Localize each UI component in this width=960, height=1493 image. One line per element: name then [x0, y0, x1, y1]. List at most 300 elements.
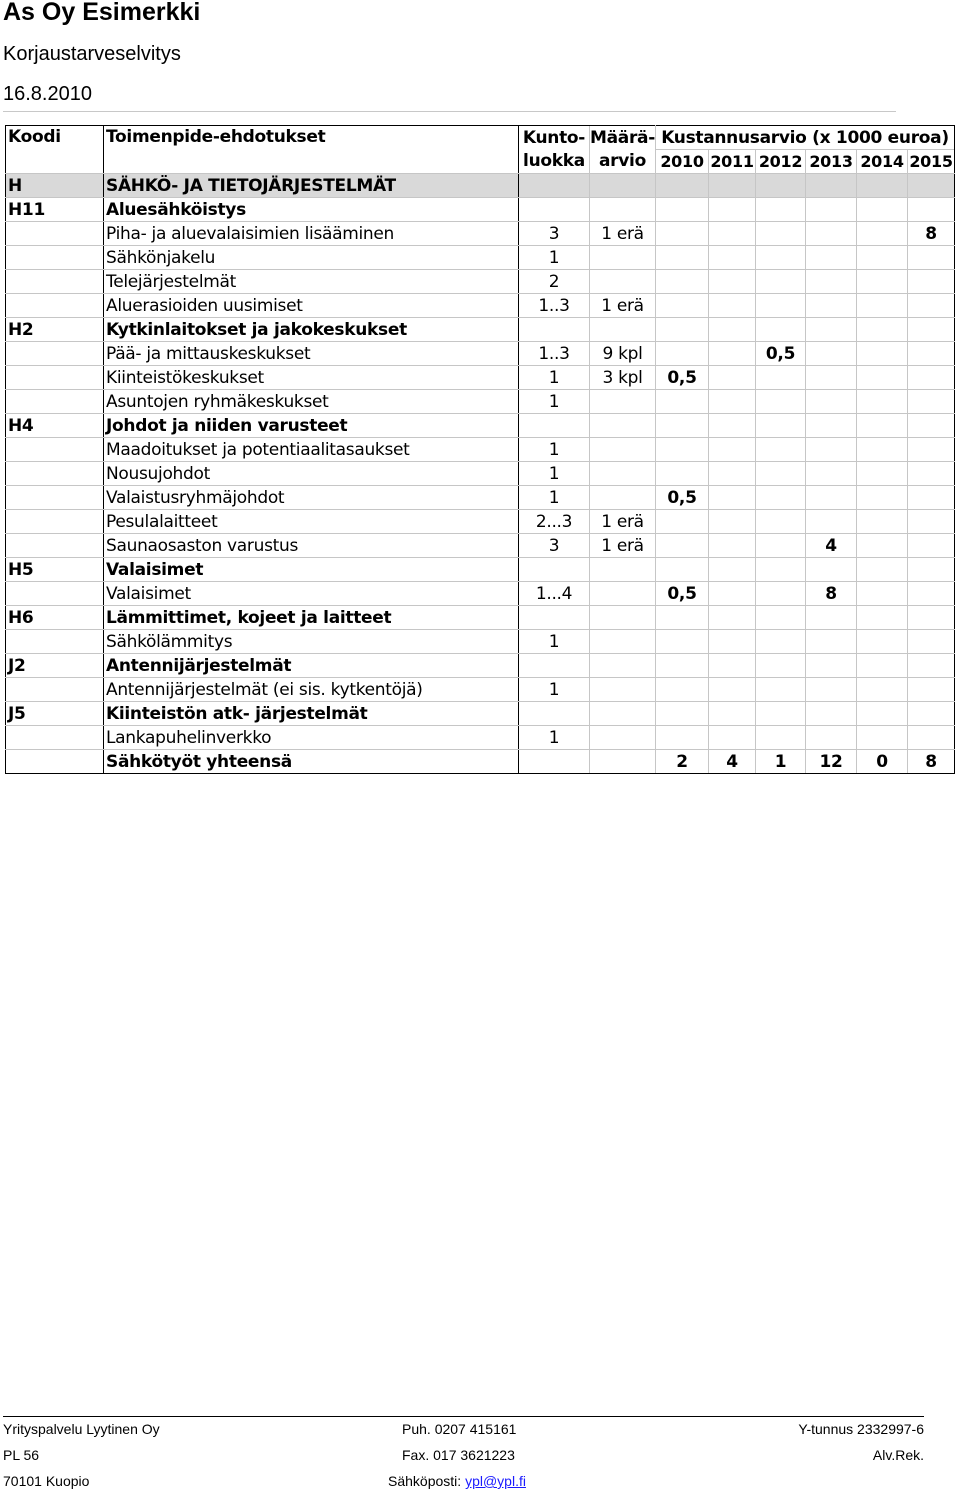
row-cost-2015: [908, 270, 955, 294]
row-cost-2015: [908, 654, 955, 678]
table-row: [6, 630, 955, 654]
row-code: [6, 390, 104, 414]
row-cost-2015: [908, 510, 955, 534]
row-condition: 2...3: [519, 510, 590, 534]
row-code: [6, 246, 104, 270]
row-measure: Valaisimet: [104, 582, 519, 606]
row-condition: 1: [519, 366, 590, 390]
footer-email-label: Sähköposti:: [388, 1473, 462, 1489]
table-row: [6, 486, 955, 510]
footer-vat: Alv.Rek.: [872, 1447, 924, 1463]
row-measure: Aluerasioiden uusimiset: [104, 294, 519, 318]
footer-divider: [3, 1416, 924, 1417]
row-code: J5: [6, 702, 104, 726]
row-cost-2014: [857, 390, 908, 414]
row-cost-2010: [656, 438, 709, 462]
total-cost-2012: 1: [756, 750, 806, 774]
row-measure: Antennijärjestelmät: [104, 654, 519, 678]
row-cost-2012: [756, 246, 806, 270]
row-cost-2015: [908, 534, 955, 558]
row-cost-2014: [857, 438, 908, 462]
row-cost-2013: 4: [806, 534, 857, 558]
total-cost-2013: 12: [806, 750, 857, 774]
row-cost-2011: [709, 270, 756, 294]
row-condition: 1: [519, 438, 590, 462]
group-row: [6, 318, 955, 342]
row-condition: 1: [519, 390, 590, 414]
row-code: H: [6, 174, 104, 198]
row-cost-2015: [908, 438, 955, 462]
row-cost-2015: [908, 318, 955, 342]
row-cost-2010: [656, 462, 709, 486]
footer-phone: Puh. 0207 415161: [402, 1421, 517, 1437]
row-measure: Telejärjestelmät: [104, 270, 519, 294]
row-cost-2011: [709, 318, 756, 342]
row-cost-2014: [857, 654, 908, 678]
row-condition: 1: [519, 678, 590, 702]
row-cost-2015: [908, 342, 955, 366]
footer-city: 70101 Kuopio: [3, 1473, 90, 1489]
row-cost-2011: [709, 582, 756, 606]
row-cost-2014: [857, 726, 908, 750]
row-quantity: 3 kpl: [590, 366, 656, 390]
row-cost-2010: [656, 414, 709, 438]
row-cost-2010: [656, 558, 709, 582]
group-row: [6, 558, 955, 582]
section-row: [6, 174, 955, 198]
header-divider: [3, 111, 896, 112]
row-condition: 1: [519, 462, 590, 486]
table-row: [6, 438, 955, 462]
row-cost-2013: [806, 366, 857, 390]
row-quantity: [590, 702, 656, 726]
row-condition: [519, 606, 590, 630]
total-label: Sähkötyöt yhteensä: [104, 750, 519, 774]
row-cost-2012: [756, 606, 806, 630]
row-cost-2012: [756, 174, 806, 198]
table-row: [6, 390, 955, 414]
row-quantity: 1 erä: [590, 510, 656, 534]
row-code: H6: [6, 606, 104, 630]
row-cost-2012: [756, 198, 806, 222]
row-measure: Lämmittimet, kojeet ja laitteet: [104, 606, 519, 630]
row-cost-2011: [709, 702, 756, 726]
row-cost-2013: [806, 702, 857, 726]
row-cost-2012: [756, 318, 806, 342]
document-title: As Oy Esimerkki: [3, 0, 201, 26]
row-quantity: [590, 486, 656, 510]
row-cost-2014: [857, 318, 908, 342]
row-cost-2010: [656, 606, 709, 630]
row-cost-2013: [806, 654, 857, 678]
footer-business-id: Y-tunnus 2332997-6: [798, 1421, 924, 1437]
year-2012: 2012: [756, 150, 806, 174]
row-measure: Pää- ja mittauskeskukset: [104, 342, 519, 366]
row-cost-2014: [857, 630, 908, 654]
row-cost-2013: [806, 558, 857, 582]
row-condition: [519, 198, 590, 222]
row-cost-2012: [756, 486, 806, 510]
row-cost-2011: [709, 486, 756, 510]
row-cost-2012: [756, 366, 806, 390]
table-row: [6, 246, 955, 270]
table-row: [6, 510, 955, 534]
row-cost-2014: [857, 174, 908, 198]
row-quantity: [590, 174, 656, 198]
document-subtitle: Korjaustarveselvitys: [3, 43, 181, 65]
row-cost-2012: [756, 726, 806, 750]
row-cost-2012: [756, 558, 806, 582]
row-cost-2013: [806, 510, 857, 534]
total-cost-2010: 2: [656, 750, 709, 774]
row-cost-2014: [857, 342, 908, 366]
row-cost-2015: [908, 294, 955, 318]
header-code: Koodi: [6, 126, 104, 174]
row-condition: [519, 414, 590, 438]
total-quantity: [590, 750, 656, 774]
row-cost-2012: [756, 414, 806, 438]
row-quantity: [590, 246, 656, 270]
document-date: 16.8.2010: [3, 83, 92, 105]
row-cost-2011: [709, 630, 756, 654]
total-condition: [519, 750, 590, 774]
row-cost-2015: [908, 486, 955, 510]
row-condition: [519, 558, 590, 582]
table-row: [6, 366, 955, 390]
row-measure: Valaisimet: [104, 558, 519, 582]
row-cost-2012: [756, 678, 806, 702]
row-condition: [519, 702, 590, 726]
row-quantity: 1 erä: [590, 222, 656, 246]
row-condition: 1..3: [519, 342, 590, 366]
row-cost-2013: [806, 270, 857, 294]
row-quantity: [590, 414, 656, 438]
repair-estimate-table: [5, 125, 955, 774]
row-cost-2013: [806, 462, 857, 486]
row-code: [6, 486, 104, 510]
row-measure: Maadoitukset ja potentiaalitasaukset: [104, 438, 519, 462]
row-cost-2011: [709, 366, 756, 390]
header-quantity-1: Määrä-: [590, 126, 656, 150]
row-code: [6, 270, 104, 294]
total-row: [6, 750, 955, 774]
row-code: [6, 534, 104, 558]
row-cost-2010: [656, 246, 709, 270]
row-measure: Aluesähköistys: [104, 198, 519, 222]
row-cost-2012: [756, 390, 806, 414]
row-quantity: [590, 558, 656, 582]
row-cost-2011: [709, 174, 756, 198]
table-header-row: [6, 126, 955, 150]
row-measure: Valaistusryhmäjohdot: [104, 486, 519, 510]
row-cost-2011: [709, 342, 756, 366]
row-condition: 1: [519, 486, 590, 510]
row-cost-2010: [656, 318, 709, 342]
row-measure: Lankapuhelinverkko: [104, 726, 519, 750]
row-quantity: [590, 390, 656, 414]
row-cost-2010: [656, 294, 709, 318]
row-quantity: [590, 654, 656, 678]
row-cost-2011: [709, 198, 756, 222]
group-row: [6, 606, 955, 630]
row-code: [6, 726, 104, 750]
row-measure: Nousujohdot: [104, 462, 519, 486]
row-measure: Kiinteistön atk- järjestelmät: [104, 702, 519, 726]
row-cost-2015: [908, 582, 955, 606]
header-measure: Toimenpide-ehdotukset: [104, 126, 519, 174]
total-cost-2011: 4: [709, 750, 756, 774]
footer-email-line: [388, 1473, 526, 1489]
table-row: [6, 582, 955, 606]
table-row: [6, 678, 955, 702]
total-cost-2014: 0: [857, 750, 908, 774]
row-condition: [519, 654, 590, 678]
row-cost-2012: [756, 510, 806, 534]
row-cost-2013: [806, 198, 857, 222]
row-quantity: [590, 726, 656, 750]
row-quantity: [590, 462, 656, 486]
row-cost-2011: [709, 726, 756, 750]
row-cost-2013: [806, 486, 857, 510]
row-cost-2015: [908, 702, 955, 726]
row-cost-2013: [806, 726, 857, 750]
row-cost-2014: [857, 582, 908, 606]
row-cost-2014: [857, 678, 908, 702]
row-code: [6, 294, 104, 318]
row-cost-2015: [908, 606, 955, 630]
row-cost-2011: [709, 606, 756, 630]
row-condition: 1: [519, 726, 590, 750]
row-cost-2014: [857, 462, 908, 486]
row-cost-2010: 0,5: [656, 486, 709, 510]
row-cost-2014: [857, 198, 908, 222]
table-row: [6, 222, 955, 246]
row-cost-2015: [908, 246, 955, 270]
row-measure: Antennijärjestelmät (ei sis. kytkentöjä): [104, 678, 519, 702]
table-row: [6, 294, 955, 318]
row-cost-2013: [806, 318, 857, 342]
row-cost-2015: [908, 414, 955, 438]
group-row: [6, 414, 955, 438]
row-quantity: [590, 318, 656, 342]
row-cost-2012: [756, 630, 806, 654]
row-cost-2013: [806, 630, 857, 654]
row-cost-2014: [857, 294, 908, 318]
row-quantity: [590, 630, 656, 654]
row-measure: Johdot ja niiden varusteet: [104, 414, 519, 438]
row-cost-2011: [709, 510, 756, 534]
year-2015: 2015: [908, 150, 955, 174]
row-condition: 1: [519, 246, 590, 270]
row-cost-2014: [857, 366, 908, 390]
table-row: [6, 726, 955, 750]
table-row: [6, 270, 955, 294]
row-cost-2010: [656, 702, 709, 726]
row-cost-2010: [656, 630, 709, 654]
row-code: H4: [6, 414, 104, 438]
row-cost-2010: [656, 198, 709, 222]
row-measure: SÄHKÖ- JA TIETOJÄRJESTELMÄT: [104, 174, 519, 198]
year-2011: 2011: [709, 150, 756, 174]
row-cost-2011: [709, 390, 756, 414]
row-cost-2014: [857, 558, 908, 582]
row-code: [6, 510, 104, 534]
row-cost-2014: [857, 414, 908, 438]
row-cost-2015: [908, 630, 955, 654]
row-cost-2010: [656, 222, 709, 246]
row-measure: Sähkönjakelu: [104, 246, 519, 270]
group-row: [6, 654, 955, 678]
row-cost-2012: [756, 654, 806, 678]
row-code: [6, 342, 104, 366]
row-cost-2014: [857, 222, 908, 246]
row-cost-2013: [806, 294, 857, 318]
row-condition: [519, 318, 590, 342]
row-cost-2015: [908, 198, 955, 222]
row-cost-2013: [806, 438, 857, 462]
row-code: H2: [6, 318, 104, 342]
row-cost-2013: [806, 222, 857, 246]
row-condition: 1...4: [519, 582, 590, 606]
group-row: [6, 702, 955, 726]
row-quantity: 9 kpl: [590, 342, 656, 366]
row-cost-2015: [908, 726, 955, 750]
header-condition-1: Kunto-: [519, 126, 590, 150]
row-cost-2010: [656, 654, 709, 678]
footer-fax: Fax. 017 3621223: [402, 1447, 515, 1463]
row-code: [6, 678, 104, 702]
row-code: H5: [6, 558, 104, 582]
row-quantity: [590, 606, 656, 630]
row-quantity: 1 erä: [590, 294, 656, 318]
row-cost-2014: [857, 486, 908, 510]
row-cost-2010: [656, 270, 709, 294]
year-2013: 2013: [806, 150, 857, 174]
footer-company: Yrityspalvelu Lyytinen Oy: [3, 1421, 160, 1437]
row-cost-2011: [709, 438, 756, 462]
table-row: [6, 342, 955, 366]
row-cost-2010: [656, 726, 709, 750]
row-condition: 1: [519, 630, 590, 654]
row-cost-2014: [857, 702, 908, 726]
footer-email-link[interactable]: ypl@ypl.fi: [465, 1473, 526, 1489]
row-condition: 3: [519, 222, 590, 246]
row-condition: 3: [519, 534, 590, 558]
row-cost-2010: 0,5: [656, 366, 709, 390]
year-2010: 2010: [656, 150, 709, 174]
group-row: [6, 198, 955, 222]
row-measure: Asuntojen ryhmäkeskukset: [104, 390, 519, 414]
row-cost-2010: [656, 678, 709, 702]
row-cost-2011: [709, 558, 756, 582]
row-cost-2010: [656, 534, 709, 558]
row-cost-2014: [857, 534, 908, 558]
header-cost: Kustannusarvio (x 1000 euroa): [656, 126, 955, 150]
row-cost-2015: [908, 558, 955, 582]
row-code: [6, 438, 104, 462]
row-cost-2012: [756, 222, 806, 246]
footer-po-box: PL 56: [3, 1447, 40, 1463]
row-quantity: [590, 582, 656, 606]
row-cost-2013: [806, 678, 857, 702]
row-code: J2: [6, 654, 104, 678]
row-cost-2015: [908, 174, 955, 198]
row-cost-2010: [656, 510, 709, 534]
row-measure: Kiinteistökeskukset: [104, 366, 519, 390]
row-cost-2014: [857, 270, 908, 294]
row-quantity: [590, 438, 656, 462]
row-cost-2012: [756, 294, 806, 318]
header-condition-2: luokka: [519, 150, 590, 174]
row-code: [6, 366, 104, 390]
row-measure: Sähkölämmitys: [104, 630, 519, 654]
row-cost-2010: [656, 342, 709, 366]
row-code: [6, 630, 104, 654]
row-cost-2014: [857, 606, 908, 630]
row-measure: Kytkinlaitokset ja jakokeskukset: [104, 318, 519, 342]
table-row: [6, 534, 955, 558]
row-condition: 2: [519, 270, 590, 294]
row-quantity: [590, 198, 656, 222]
row-cost-2012: [756, 270, 806, 294]
row-cost-2010: 0,5: [656, 582, 709, 606]
row-cost-2010: [656, 390, 709, 414]
row-cost-2013: [806, 414, 857, 438]
row-cost-2013: [806, 390, 857, 414]
row-cost-2015: [908, 366, 955, 390]
row-cost-2011: [709, 246, 756, 270]
row-cost-2014: [857, 246, 908, 270]
row-cost-2012: [756, 582, 806, 606]
row-quantity: [590, 270, 656, 294]
row-code: [6, 222, 104, 246]
row-cost-2012: [756, 438, 806, 462]
row-cost-2011: [709, 222, 756, 246]
row-cost-2014: [857, 510, 908, 534]
row-cost-2011: [709, 414, 756, 438]
total-cost-2015: 8: [908, 750, 955, 774]
row-cost-2013: [806, 246, 857, 270]
row-cost-2012: [756, 534, 806, 558]
row-cost-2015: [908, 462, 955, 486]
row-cost-2012: 0,5: [756, 342, 806, 366]
row-code: H11: [6, 198, 104, 222]
row-cost-2011: [709, 294, 756, 318]
total-code: [6, 750, 104, 774]
table-row: [6, 462, 955, 486]
row-quantity: 1 erä: [590, 534, 656, 558]
row-cost-2011: [709, 534, 756, 558]
row-condition: 1..3: [519, 294, 590, 318]
row-measure: Saunaosaston varustus: [104, 534, 519, 558]
row-measure: Pesulalaitteet: [104, 510, 519, 534]
row-cost-2011: [709, 654, 756, 678]
row-cost-2015: [908, 678, 955, 702]
row-cost-2012: [756, 702, 806, 726]
row-cost-2013: [806, 174, 857, 198]
row-cost-2012: [756, 462, 806, 486]
header-quantity-2: arvio: [590, 150, 656, 174]
row-cost-2011: [709, 462, 756, 486]
row-quantity: [590, 678, 656, 702]
row-cost-2015: 8: [908, 222, 955, 246]
row-cost-2010: [656, 174, 709, 198]
row-cost-2011: [709, 678, 756, 702]
year-2014: 2014: [857, 150, 908, 174]
row-condition: [519, 174, 590, 198]
row-cost-2013: 8: [806, 582, 857, 606]
row-code: [6, 462, 104, 486]
